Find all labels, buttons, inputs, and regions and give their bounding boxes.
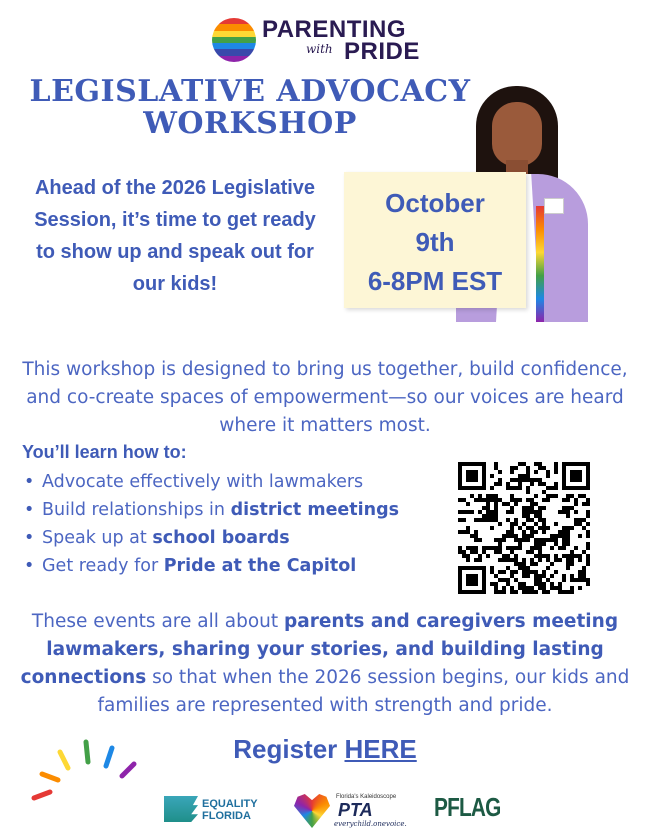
qr-code[interactable]	[458, 462, 590, 594]
logo-text-parenting: PARENTING	[262, 16, 407, 43]
logo-text-with: with	[306, 42, 333, 56]
register-label: Register	[233, 734, 345, 764]
florida-badge-icon	[544, 198, 564, 214]
logo-text-pride: PRIDE	[344, 38, 420, 65]
rainbow-florida-icon	[212, 18, 256, 62]
rainbow-burst-icon	[24, 734, 144, 804]
learn-item: • Advocate effectively with lawmakers	[22, 468, 442, 496]
learn-list	[22, 468, 442, 580]
learn-item: • Build relationships in district meetings	[22, 496, 442, 524]
title-line-1: LEGISLATIVE ADVOCACY	[29, 74, 471, 109]
learn-heading: You’ll learn how to:	[22, 442, 187, 462]
florida-pta-logo: Florida's Kaleidoscope PTA everychild.onevoice.	[292, 790, 412, 834]
date-sign	[344, 172, 526, 308]
rainbow-stripe-icon	[536, 206, 544, 322]
workshop-description: This workshop is designed to bring us together, build confidence, and co-create spaces of empowerment—so our voices are heard where it matters most.	[22, 359, 628, 436]
page-title	[10, 76, 490, 140]
face-shape	[492, 102, 542, 166]
intro-text: Ahead of the 2026 Legislative Session, it’s time to get ready to show up and speak out for our kids!	[34, 177, 316, 295]
equality-florida-logo: EQUALITY FLORIDA	[164, 794, 274, 824]
sign-time: 6-8PM EST	[367, 266, 503, 296]
learn-item: • Speak up at school boards	[22, 524, 442, 552]
closing-text: These events are all about parents and caregivers meeting lawmakers, sharing your stories, and building lasting connections so that when the 2026 session begins, our kids and families are represented with strength and pride.	[20, 611, 630, 716]
title-line-2: WORKSHOP	[143, 106, 357, 141]
parenting-with-pride-logo	[210, 14, 450, 66]
pflag-logo: PFLAG	[434, 792, 501, 822]
register-link[interactable]: HERE	[344, 734, 417, 764]
heart-icon	[294, 794, 330, 828]
sign-month: October	[385, 188, 485, 218]
equality-mark-icon	[164, 796, 198, 822]
sign-day: 9th	[415, 227, 455, 257]
learn-item: • Get ready for Pride at the Capitol	[22, 552, 442, 580]
